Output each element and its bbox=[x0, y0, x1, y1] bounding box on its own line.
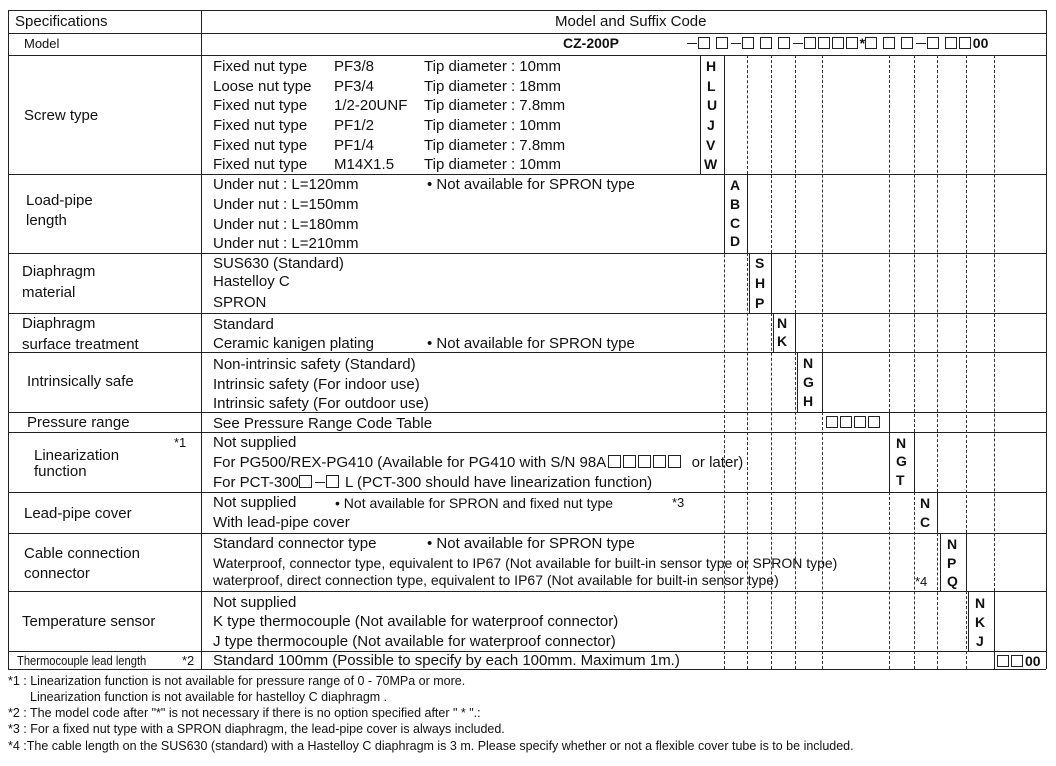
rule bbox=[8, 10, 9, 669]
screw-thread-5: PF1/4 bbox=[334, 137, 375, 154]
rule bbox=[8, 33, 1046, 34]
rule bbox=[966, 591, 967, 669]
code-linear-3: T bbox=[896, 472, 905, 488]
label-surface-1: Diaphragm bbox=[22, 315, 96, 332]
footnote-3: *3 : For a fixed nut type with a SPRON diaphragm, the lead-pipe cover is always included. bbox=[8, 722, 505, 736]
loadpipe-1: Under nut : L=120mm bbox=[213, 176, 359, 193]
code-screw-2: L bbox=[707, 78, 716, 94]
code-loadpipe-4: D bbox=[730, 233, 741, 249]
rule bbox=[771, 313, 772, 669]
code-cable-2: P bbox=[947, 555, 957, 571]
label-loadpipe-1: Load-pipe bbox=[26, 192, 93, 209]
intrinsic-2: Intrinsic safety (For indoor use) bbox=[213, 376, 420, 393]
code-screw-1: H bbox=[706, 58, 717, 74]
label-loadpipe-2: length bbox=[26, 212, 67, 229]
code-surface-2: K bbox=[777, 333, 788, 349]
rule bbox=[889, 412, 890, 492]
code-screw-6: W bbox=[704, 156, 718, 172]
label-cable-2: connector bbox=[24, 565, 90, 582]
rule bbox=[8, 432, 1046, 433]
linear-2 bbox=[213, 455, 743, 470]
code-cable-1: N bbox=[947, 536, 958, 552]
screw-tip-1: Tip diameter : 10mm bbox=[424, 58, 561, 75]
code-intrinsic-2: G bbox=[803, 374, 814, 390]
model-code: CZ-200P bbox=[563, 35, 620, 51]
label-linear-2: function bbox=[34, 463, 87, 480]
code-diaphragm-1: S bbox=[755, 255, 765, 271]
label-surface-2: surface treatment bbox=[22, 336, 139, 353]
rule bbox=[724, 55, 725, 174]
cable-1: Standard connector type bbox=[213, 535, 377, 552]
footnote-4: *4 :The cable length on the SUS630 (standard) with a Hastelloy C diaphragm is 3 m. Please specify whether or not a flexible cover tube is to be included. bbox=[8, 739, 854, 753]
footnote-1: *1 : Linearization function is not available for pressure range of 0 - 70MPa or more. bbox=[8, 674, 466, 688]
label-thermo: Thermocouple lead length bbox=[17, 653, 147, 668]
rule bbox=[889, 492, 890, 669]
code-intrinsic-3: H bbox=[803, 393, 814, 409]
temp-1: Not supplied bbox=[213, 594, 297, 611]
cover-2: With lead-pipe cover bbox=[213, 514, 350, 531]
code-loadpipe-1: A bbox=[730, 177, 741, 193]
screw-tip-5: Tip diameter : 7.8mm bbox=[424, 137, 566, 154]
rule bbox=[8, 10, 1046, 11]
rule bbox=[773, 313, 774, 352]
label-cover: Lead-pipe cover bbox=[24, 505, 132, 522]
rule bbox=[822, 412, 823, 669]
screw-tip-2: Tip diameter : 18mm bbox=[424, 78, 561, 95]
rule bbox=[795, 352, 796, 669]
temp-2: K type thermocouple (Not available for waterproof connector) bbox=[213, 613, 619, 630]
rule bbox=[822, 352, 823, 412]
rule bbox=[797, 352, 798, 412]
linear-2a: For PG500/REX-PG410 (Available for PG410 with S/N 98A bbox=[213, 454, 607, 471]
rule bbox=[8, 533, 1046, 534]
code-temp-1: N bbox=[975, 595, 986, 611]
rule bbox=[8, 55, 1046, 56]
screw-thread-3: 1/2-20UNF bbox=[334, 97, 408, 114]
temp-3: J type thermocouple (Not available for waterproof connector) bbox=[213, 633, 616, 650]
diaphragm-2: Hastelloy C bbox=[213, 273, 290, 290]
linear-footnote-mark: *1 bbox=[174, 435, 187, 450]
screw-type-6: Fixed nut type bbox=[213, 156, 308, 173]
loadpipe-2: Under nut : L=150mm bbox=[213, 196, 359, 213]
rule bbox=[749, 253, 750, 313]
screw-tip-3: Tip diameter : 7.8mm bbox=[424, 97, 566, 114]
label-pressure: Pressure range bbox=[27, 414, 130, 431]
linear-1: Not supplied bbox=[213, 434, 297, 451]
rule bbox=[914, 55, 915, 432]
rule bbox=[8, 253, 1046, 254]
cable-note: • Not available for SPRON type bbox=[427, 535, 635, 552]
code-diaphragm-2: H bbox=[755, 275, 766, 291]
rule bbox=[914, 432, 915, 492]
rule bbox=[771, 55, 772, 253]
rule bbox=[889, 55, 890, 412]
header-model-suffix: Model and Suffix Code bbox=[555, 13, 707, 30]
cable-3: waterproof, direct connection type, equivalent to IP67 (Not available for built-in sensor type) bbox=[213, 572, 779, 588]
label-diaphragm-2: material bbox=[22, 284, 76, 301]
loadpipe-4: Under nut : L=210mm bbox=[213, 235, 359, 252]
code-diaphragm-3: P bbox=[755, 295, 765, 311]
code-loadpipe-2: B bbox=[730, 196, 741, 212]
rule bbox=[940, 533, 941, 591]
suffix-star: * bbox=[859, 35, 866, 51]
loadpipe-note: • Not available for SPRON type bbox=[427, 176, 635, 193]
code-surface-1: N bbox=[777, 315, 788, 331]
diaphragm-1: SUS630 (Standard) bbox=[213, 255, 344, 272]
screw-type-3: Fixed nut type bbox=[213, 97, 308, 114]
pressure-code-boxes bbox=[826, 415, 882, 431]
linear-3b: L (PCT-300 should have linearization function) bbox=[345, 474, 653, 491]
label-screw-type: Screw type bbox=[24, 107, 99, 124]
footnote-1b: Linearization function is not available for hastelloy C diaphragm . bbox=[30, 690, 388, 704]
screw-type-1: Fixed nut type bbox=[213, 58, 308, 75]
rule bbox=[1046, 10, 1047, 669]
rule bbox=[937, 533, 938, 669]
label-linear-1: Linearization bbox=[34, 447, 120, 464]
screw-thread-1: PF3/8 bbox=[334, 58, 375, 75]
rule bbox=[8, 591, 1046, 592]
rule bbox=[937, 55, 938, 492]
code-temp-2: K bbox=[975, 614, 986, 630]
label-diaphragm-1: Diaphragm bbox=[22, 263, 96, 280]
rule bbox=[795, 313, 796, 352]
code-screw-4: J bbox=[707, 117, 715, 133]
screw-tip-6: Tip diameter : 10mm bbox=[424, 156, 561, 173]
screw-type-5: Fixed nut type bbox=[213, 137, 308, 154]
suffix-tail: 00 bbox=[972, 35, 989, 51]
rule bbox=[966, 533, 967, 591]
cable-2: Waterproof, connector type, equivalent to IP67 (Not available for built-in sensor type or SPRON type) bbox=[213, 555, 838, 571]
label-cable-1: Cable connection bbox=[24, 545, 140, 562]
screw-type-4: Fixed nut type bbox=[213, 117, 308, 134]
model-label: Model bbox=[24, 36, 60, 51]
rule bbox=[700, 55, 701, 174]
code-cover-1: N bbox=[920, 495, 931, 511]
code-linear-2: G bbox=[896, 453, 907, 469]
code-screw-5: V bbox=[706, 137, 716, 153]
rule bbox=[994, 591, 995, 651]
loadpipe-3: Under nut : L=180mm bbox=[213, 216, 359, 233]
code-screw-3: U bbox=[707, 97, 718, 113]
cable-footnote-mark: *4 bbox=[915, 574, 928, 589]
rule bbox=[771, 253, 772, 313]
code-linear-1: N bbox=[896, 435, 907, 451]
rule bbox=[8, 174, 1046, 175]
rule bbox=[724, 174, 725, 253]
header-specifications: Specifications bbox=[15, 13, 108, 30]
rule bbox=[966, 55, 967, 533]
surface-2: Ceramic kanigen plating bbox=[213, 335, 374, 352]
rule bbox=[747, 55, 748, 174]
rule bbox=[994, 55, 995, 591]
linear-2b: or later) bbox=[691, 454, 744, 471]
screw-type-2: Loose nut type bbox=[213, 78, 312, 95]
rule bbox=[8, 313, 1046, 314]
code-loadpipe-3: C bbox=[730, 215, 741, 231]
thermo-code bbox=[997, 654, 1041, 668]
diaphragm-3: SPRON bbox=[213, 294, 267, 311]
pressure-line: See Pressure Range Code Table bbox=[213, 415, 433, 432]
linear-3 bbox=[213, 475, 652, 490]
intrinsic-1: Non-intrinsic safety (Standard) bbox=[213, 356, 416, 373]
rule bbox=[8, 412, 1046, 413]
footnote-2: *2 : The model code after "*" is not necessary if there is no option specified after " * ".: bbox=[8, 706, 481, 720]
suffix-code-pattern bbox=[686, 36, 988, 50]
rule bbox=[795, 55, 796, 313]
code-cover-2: C bbox=[920, 514, 931, 530]
rule bbox=[8, 492, 1046, 493]
screw-thread-4: PF1/2 bbox=[334, 117, 375, 134]
code-intrinsic-1: N bbox=[803, 355, 814, 371]
label-intrinsic: Intrinsically safe bbox=[27, 373, 134, 390]
rule bbox=[994, 651, 995, 669]
thermo-footnote-mark: *2 bbox=[182, 653, 195, 668]
label-temp: Temperature sensor bbox=[22, 613, 156, 630]
rule bbox=[201, 10, 202, 669]
thermo-line: Standard 100mm (Possible to specify by each 100mm. Maximum 1m.) bbox=[213, 652, 680, 669]
rule bbox=[747, 174, 748, 253]
rule bbox=[937, 492, 938, 533]
code-temp-3: J bbox=[976, 633, 984, 649]
rule bbox=[968, 591, 969, 651]
surface-1: Standard bbox=[213, 316, 274, 333]
surface-note: • Not available for SPRON type bbox=[427, 335, 635, 352]
rule bbox=[822, 55, 823, 352]
rule bbox=[747, 253, 748, 669]
cover-1: Not supplied bbox=[213, 494, 297, 511]
intrinsic-3: Intrinsic safety (For outdoor use) bbox=[213, 395, 429, 412]
thermo-code-text: 00 bbox=[1025, 653, 1041, 669]
code-cable-3: Q bbox=[947, 573, 958, 589]
cover-footnote-mark: *3 bbox=[672, 495, 685, 510]
screw-thread-2: PF3/4 bbox=[334, 78, 375, 95]
rule bbox=[8, 669, 1046, 670]
rule bbox=[8, 352, 1046, 353]
screw-thread-6: M14X1.5 bbox=[334, 156, 395, 173]
screw-tip-4: Tip diameter : 10mm bbox=[424, 117, 561, 134]
linear-3a: For PCT-300 bbox=[213, 474, 299, 491]
cover-note: • Not available for SPRON and fixed nut type bbox=[335, 495, 614, 511]
